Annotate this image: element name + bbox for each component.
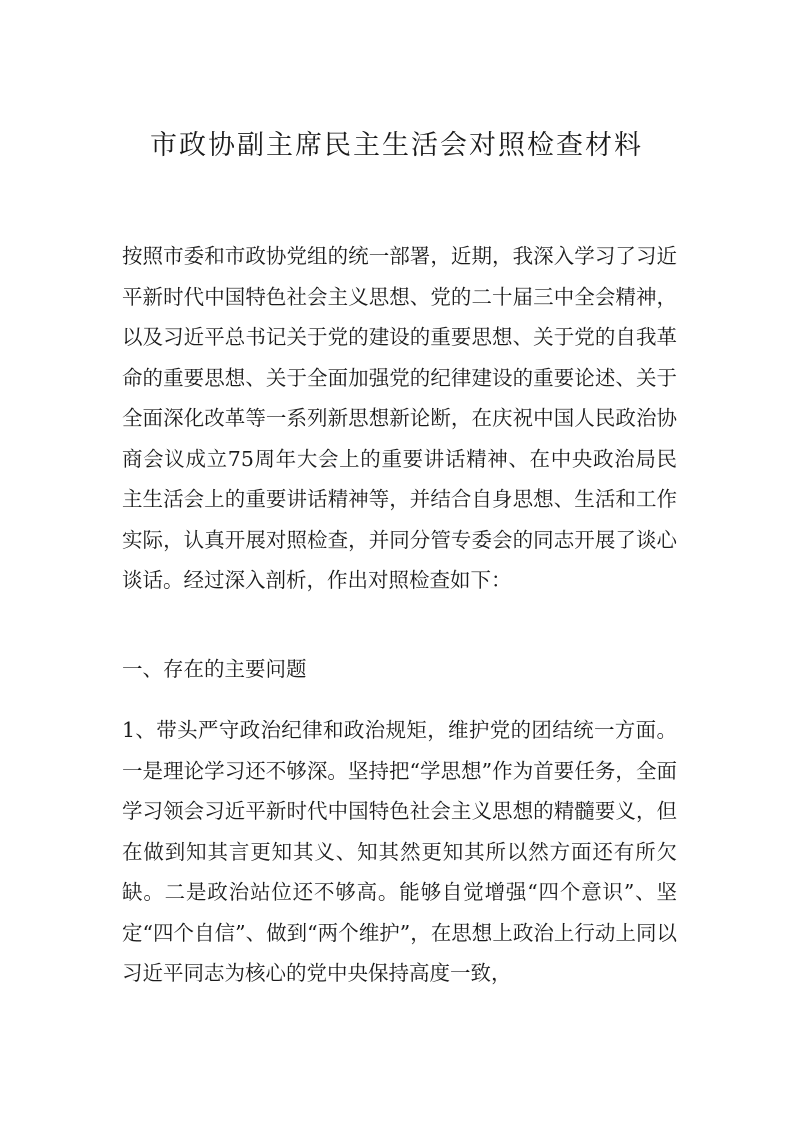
section-heading: 一、存在的主要问题 — [122, 657, 307, 681]
document-title: 市政协副主席民主生活会对照检查材料 — [150, 130, 643, 161]
section-item-paragraph: 1、带头严守政治纪律和政治规矩，维护党的团结统一方面。一是理论学习还不够深。坚持把“学思想”作为首要任务，全面学习领会习近平新时代中国特色社会主义思想的精髓要义，但在做到知其言更知其义、知其然更知其所以然方面还有所欠缺。二是政治站位还不够高。能够自觉增强“四个意识”、坚定“四个自信”、做到“两个维护”，在思想上政治上行动上同以习近平同志为核心的党中央保持高度一致， — [122, 718, 677, 985]
intro-paragraph: 按照市委和市政协党组的统一部署，近期，我深入学习了习近平新时代中国特色社会主义思想、党的二十届三中全会精神，以及习近平总书记关于党的建设的重要思想、关于党的自我革命的重要思想、关于全面加强党的纪律建设的重要论述、关于全面深化改革等一系列新思想新论断，在庆祝中国人民政治协商会议成立75周年大会上的重要讲话精神、在中央政治局民主生活会上的重要讲话精神等，并结合自身思想、生活和工作实际，认真开展对照检查，并同分管专委会的同志开展了谈心谈话。经过深入剖析，作出对照检查如下： — [122, 244, 677, 592]
